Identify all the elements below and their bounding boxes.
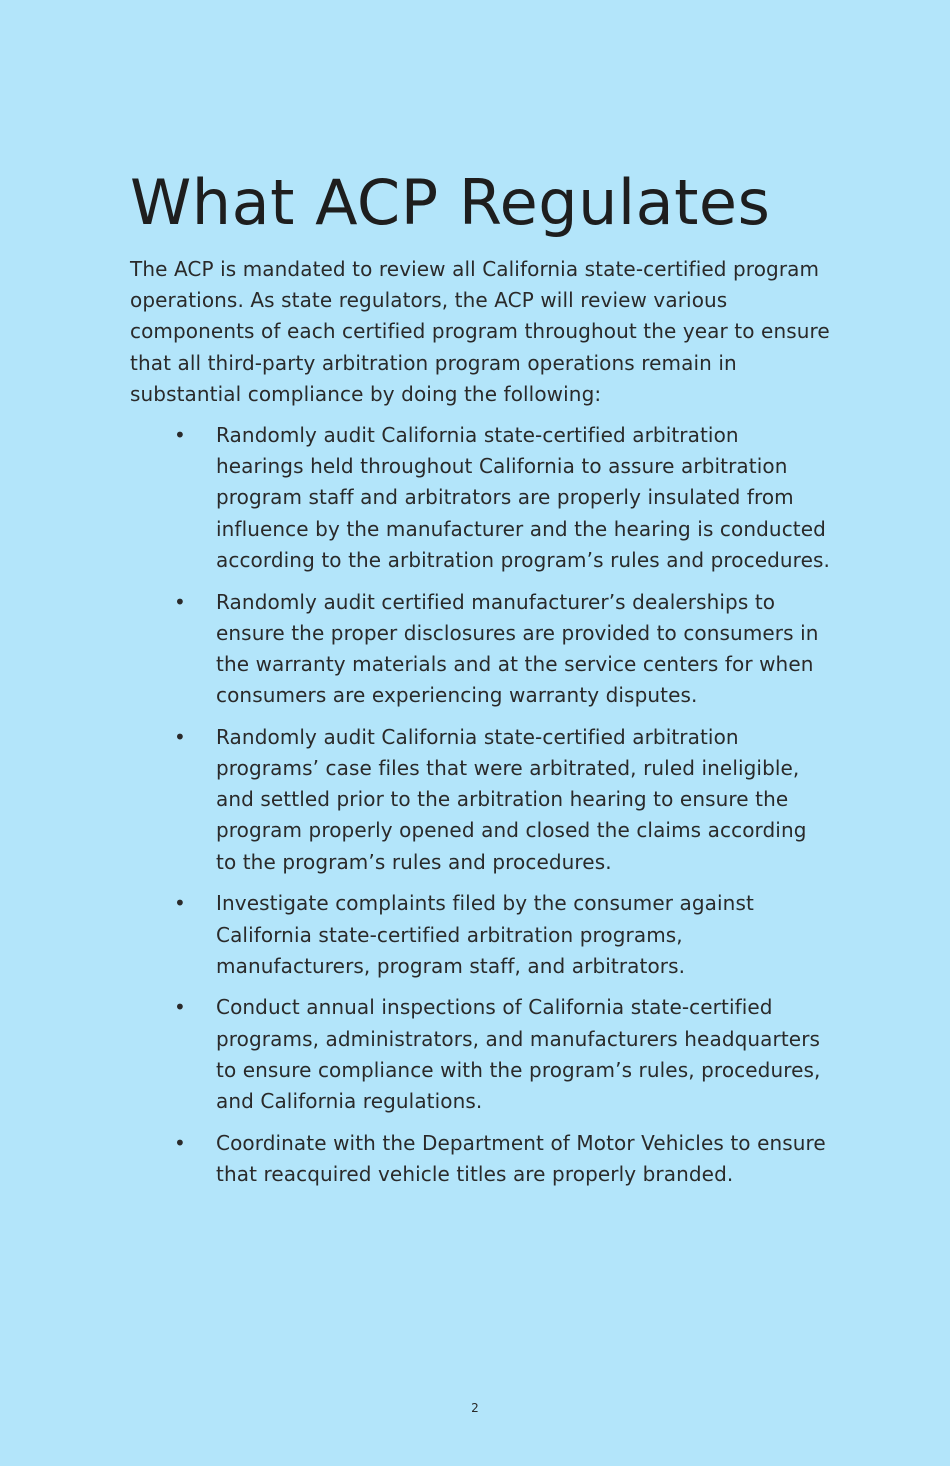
- intro-paragraph: The ACP is mandated to review all California state-certified program operations. As state regulators, the ACP will review various components of each certified program throughout the year to ensure that all third-party arbitration program operations remain in substantial compliance by doing the following:: [130, 257, 830, 406]
- list-item-text: Conduct annual inspections of California state-certified programs, administrators, and manufacturers headquarters to ensure compliance with the program’s rules, procedures, and California regulations.: [216, 995, 821, 1114]
- bullet-icon: •: [174, 891, 186, 916]
- list-item-text: Randomly audit California state-certified arbitration hearings held throughout California to assure arbitration program staff and arbitrators are properly insulated from influence by the manufacturer and the hearing is conducted according to the arbitration program’s rules and procedures.: [216, 423, 830, 572]
- list-item: [130, 587, 830, 712]
- list-item: [130, 722, 830, 878]
- bullet-icon: •: [174, 1130, 186, 1155]
- bullet-icon: •: [174, 995, 186, 1020]
- page-number: 2: [471, 1401, 479, 1415]
- list-item: [130, 992, 830, 1117]
- page-content: [130, 164, 830, 1201]
- bullet-icon: •: [174, 423, 186, 448]
- bullet-icon: •: [174, 724, 186, 749]
- list-item: [130, 1128, 830, 1190]
- list-item-text: Investigate complaints filed by the consumer against California state-certified arbitration programs, manufacturers, program staff, and arbitrators.: [216, 891, 754, 978]
- list-item-text: Randomly audit certified manufacturer’s dealerships to ensure the proper disclosures are provided to consumers in the warranty materials and at the service centers for when consumers are experiencing warranty disputes.: [216, 589, 819, 708]
- list-item: [130, 888, 830, 982]
- list-item-text: Randomly audit California state-certified arbitration programs’ case files that were arbitrated, ruled ineligible, and settled prior to the arbitration hearing to ensure the program properly opened and closed the claims according to the program’s rules and procedures.: [216, 724, 807, 874]
- page-title: What ACP Regulates: [130, 166, 771, 239]
- regulation-list: [130, 420, 830, 1190]
- list-item-text: Coordinate with the Department of Motor Vehicles to ensure that reacquired vehicle titles are properly branded.: [216, 1130, 826, 1186]
- bullet-icon: •: [174, 589, 186, 614]
- list-item: [130, 420, 830, 576]
